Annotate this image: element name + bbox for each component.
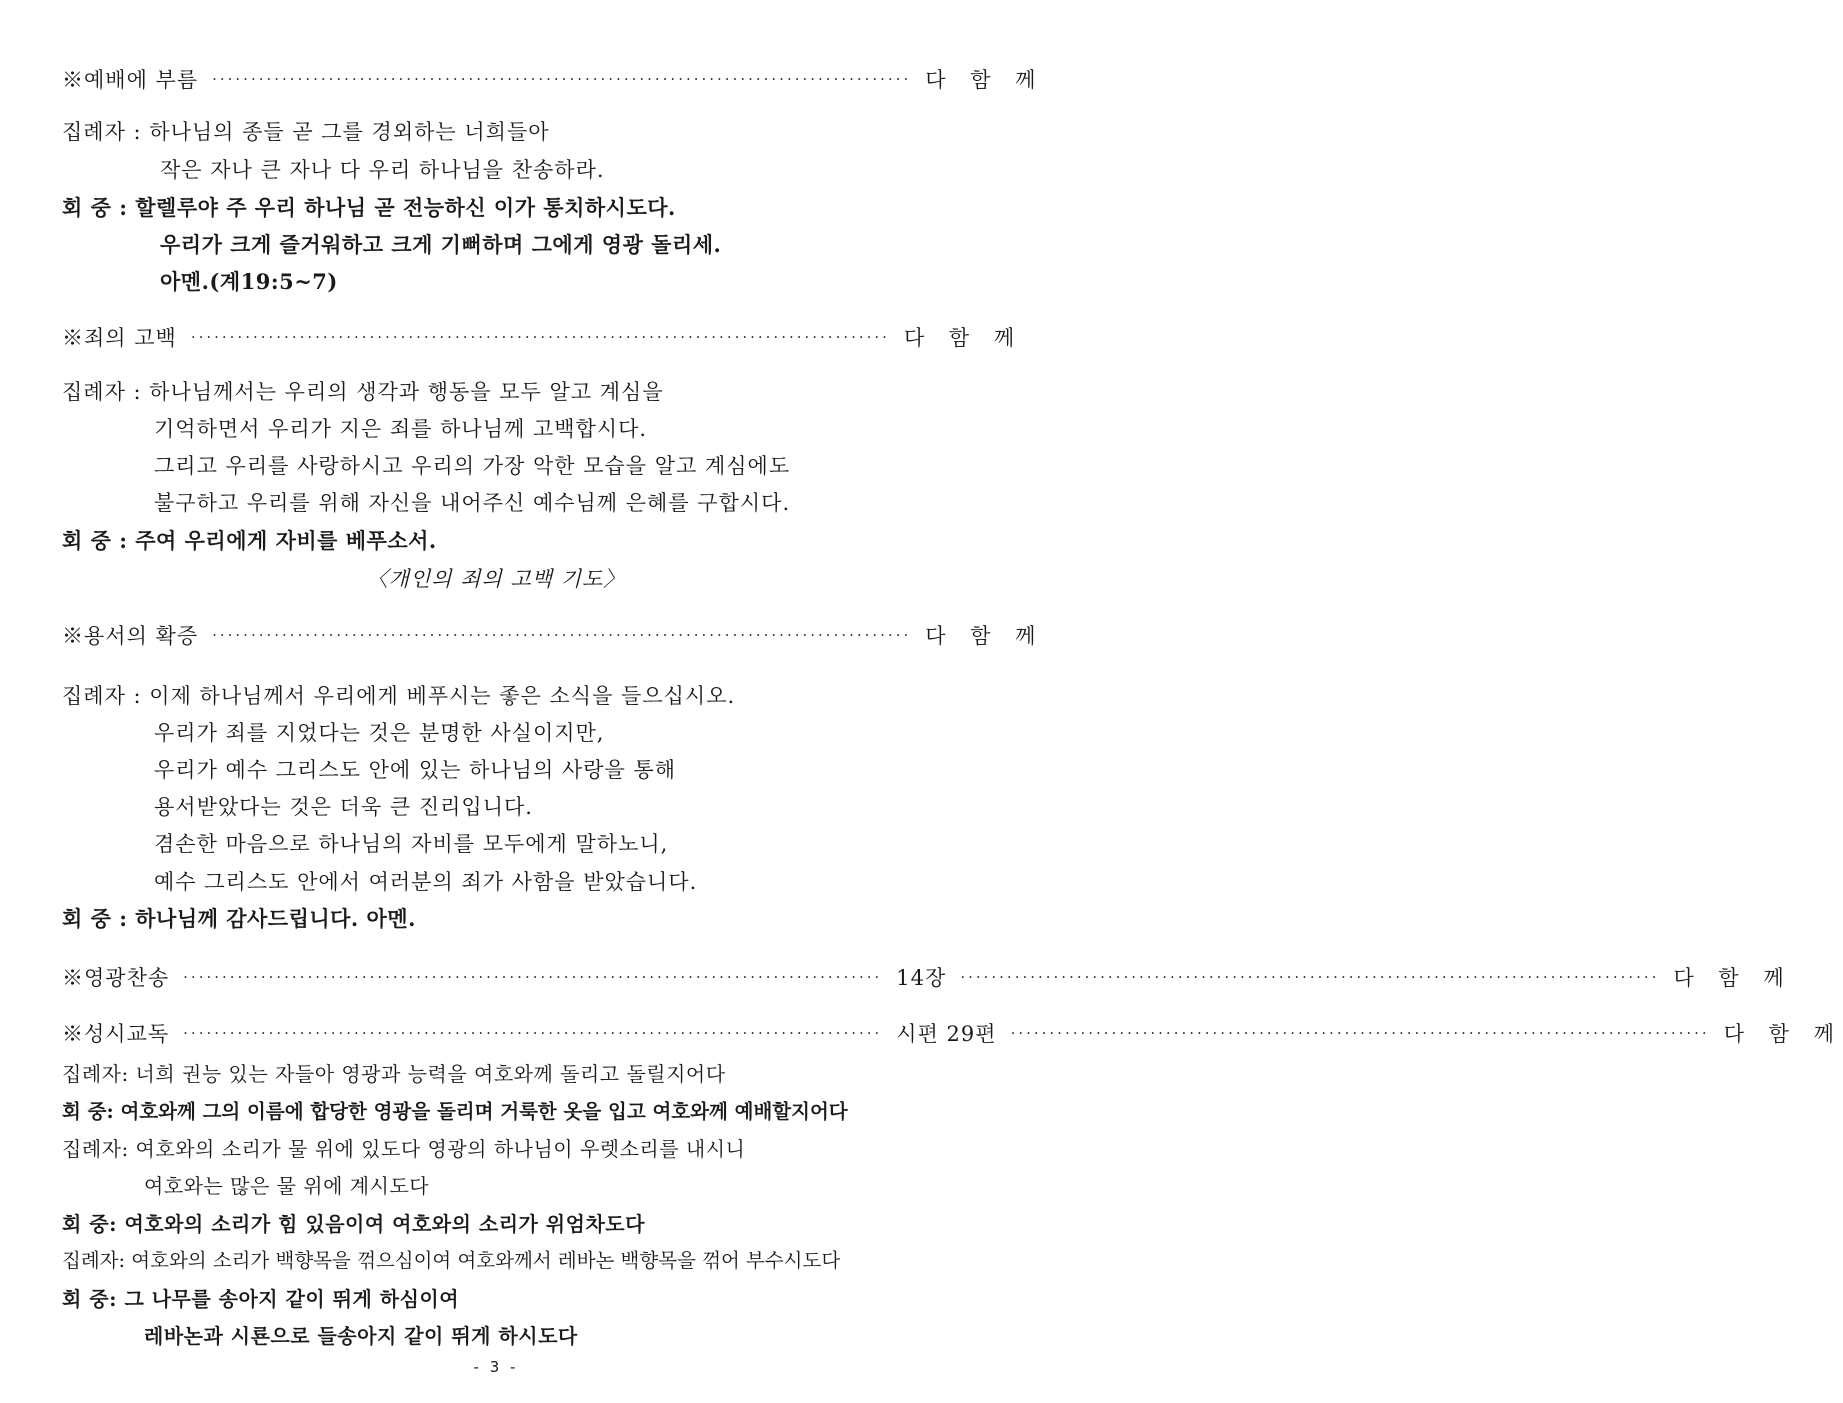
section-title: ※용서의 확증 <box>62 624 199 648</box>
leader-line: 예수 그리스도 안에서 여러분의 죄가 사함을 받았습니다. <box>154 870 698 894</box>
page-number: - 3 - <box>473 1358 519 1376</box>
leader-dots: ·························································································· <box>1010 1024 1710 1042</box>
section-title: ※영광찬송 <box>62 966 170 990</box>
leader-line: 집례자 : 이제 하나님께서 우리에게 베푸시는 좋은 소식을 들으십시오. <box>62 684 736 708</box>
hymn-number: 14장 <box>896 966 947 990</box>
section-header-responsive-reading <box>62 1018 1843 1048</box>
psalm-reference: 시편 29편 <box>896 1022 997 1046</box>
congregation-line: 회 중: 여호와께 그의 이름에 합당한 영광을 돌리며 거룩한 옷을 입고 여호와께 예배할지어다 <box>62 1100 848 1123</box>
silent-prayer-note: 〈개인의 죄의 고백 기도〉 <box>366 567 626 591</box>
leader-line: 우리가 예수 그리스도 안에 있는 하나님의 사랑을 통해 <box>154 758 677 782</box>
section-title: ※성시교독 <box>62 1022 170 1046</box>
leader-line: 불구하고 우리를 위해 자신을 내어주신 예수님께 은혜를 구합시다. <box>154 491 791 515</box>
leader-line: 우리가 죄를 지었다는 것은 분명한 사실이지만, <box>154 721 605 745</box>
section-header-confession <box>62 322 1024 352</box>
leader-dots: ·························································································· <box>190 328 890 346</box>
section-participants: 다 함 께 <box>925 68 1045 92</box>
leader-dots: ·························································································· <box>960 968 1660 986</box>
congregation-line: 회 중 : 주여 우리에게 자비를 베푸소서. <box>62 528 437 553</box>
leader-line: 집례자 : 하나님께서는 우리의 생각과 행동을 모두 알고 계심을 <box>62 380 664 404</box>
section-participants: 다 함 께 <box>903 326 1024 350</box>
leader-dots: ·························································································· <box>183 1024 883 1042</box>
section-header-assurance <box>62 620 1045 650</box>
congregation-line: 회 중: 그 나무를 송아지 같이 뛰게 하심이여 <box>62 1287 460 1311</box>
leader-line: 용서받았다는 것은 더욱 큰 진리입니다. <box>154 795 533 819</box>
leader-dots: ·························································································· <box>212 626 912 644</box>
congregation-line: 회 중 : 하나님께 감사드립니다. 아멘. <box>62 906 416 931</box>
leader-line: 집례자: 여호와의 소리가 물 위에 있도다 영광의 하나님이 우렛소리를 내시니 <box>62 1137 746 1161</box>
leader-line: 집례자: 너희 권능 있는 자들아 영광과 능력을 여호와께 돌리고 돌릴지어다 <box>62 1062 726 1086</box>
leader-line: 겸손한 마음으로 하나님의 자비를 모두에게 말하노니, <box>154 832 669 856</box>
congregation-line: 회 중 : 할렐루야 주 우리 하나님 곧 전능하신 이가 통치하시도다. <box>62 195 676 220</box>
section-title: ※예배에 부름 <box>62 68 199 92</box>
leader-line: 기억하면서 우리가 지은 죄를 하나님께 고백합시다. <box>154 417 648 441</box>
leader-dots: ·························································································· <box>183 968 883 986</box>
leader-dots: ·························································································· <box>212 70 912 88</box>
leader-line: 여호와는 많은 물 위에 계시도다 <box>144 1174 430 1198</box>
leader-line: 집례자 : 하나님의 종들 곧 그를 경외하는 너희들아 <box>62 120 550 144</box>
leader-line: 작은 자나 큰 자나 다 우리 하나님을 찬송하라. <box>160 158 605 182</box>
congregation-line: 우리가 크게 즐거워하고 크게 기뻐하며 그에게 영광 돌리세. <box>160 232 722 257</box>
section-header-gloria <box>62 962 1793 992</box>
congregation-line: 아멘.(계19:5~7) <box>160 269 338 294</box>
section-participants: 다 함 께 <box>925 624 1045 648</box>
section-title: ※죄의 고백 <box>62 326 177 350</box>
section-participants: 다 함 께 <box>1723 1022 1843 1046</box>
congregation-line: 레바논과 시룐으로 들송아지 같이 뛰게 하시도다 <box>144 1324 578 1348</box>
section-header-call-to-worship <box>62 64 1045 94</box>
section-participants: 다 함 께 <box>1673 966 1793 990</box>
leader-line: 그리고 우리를 사랑하시고 우리의 가장 악한 모습을 알고 계심에도 <box>154 454 791 478</box>
leader-line: 집례자: 여호와의 소리가 백향목을 꺾으심이여 여호와께서 레바논 백향목을 꺾어 부수시도다 <box>62 1249 841 1272</box>
congregation-line: 회 중: 여호와의 소리가 힘 있음이여 여호와의 소리가 위엄차도다 <box>62 1212 645 1236</box>
